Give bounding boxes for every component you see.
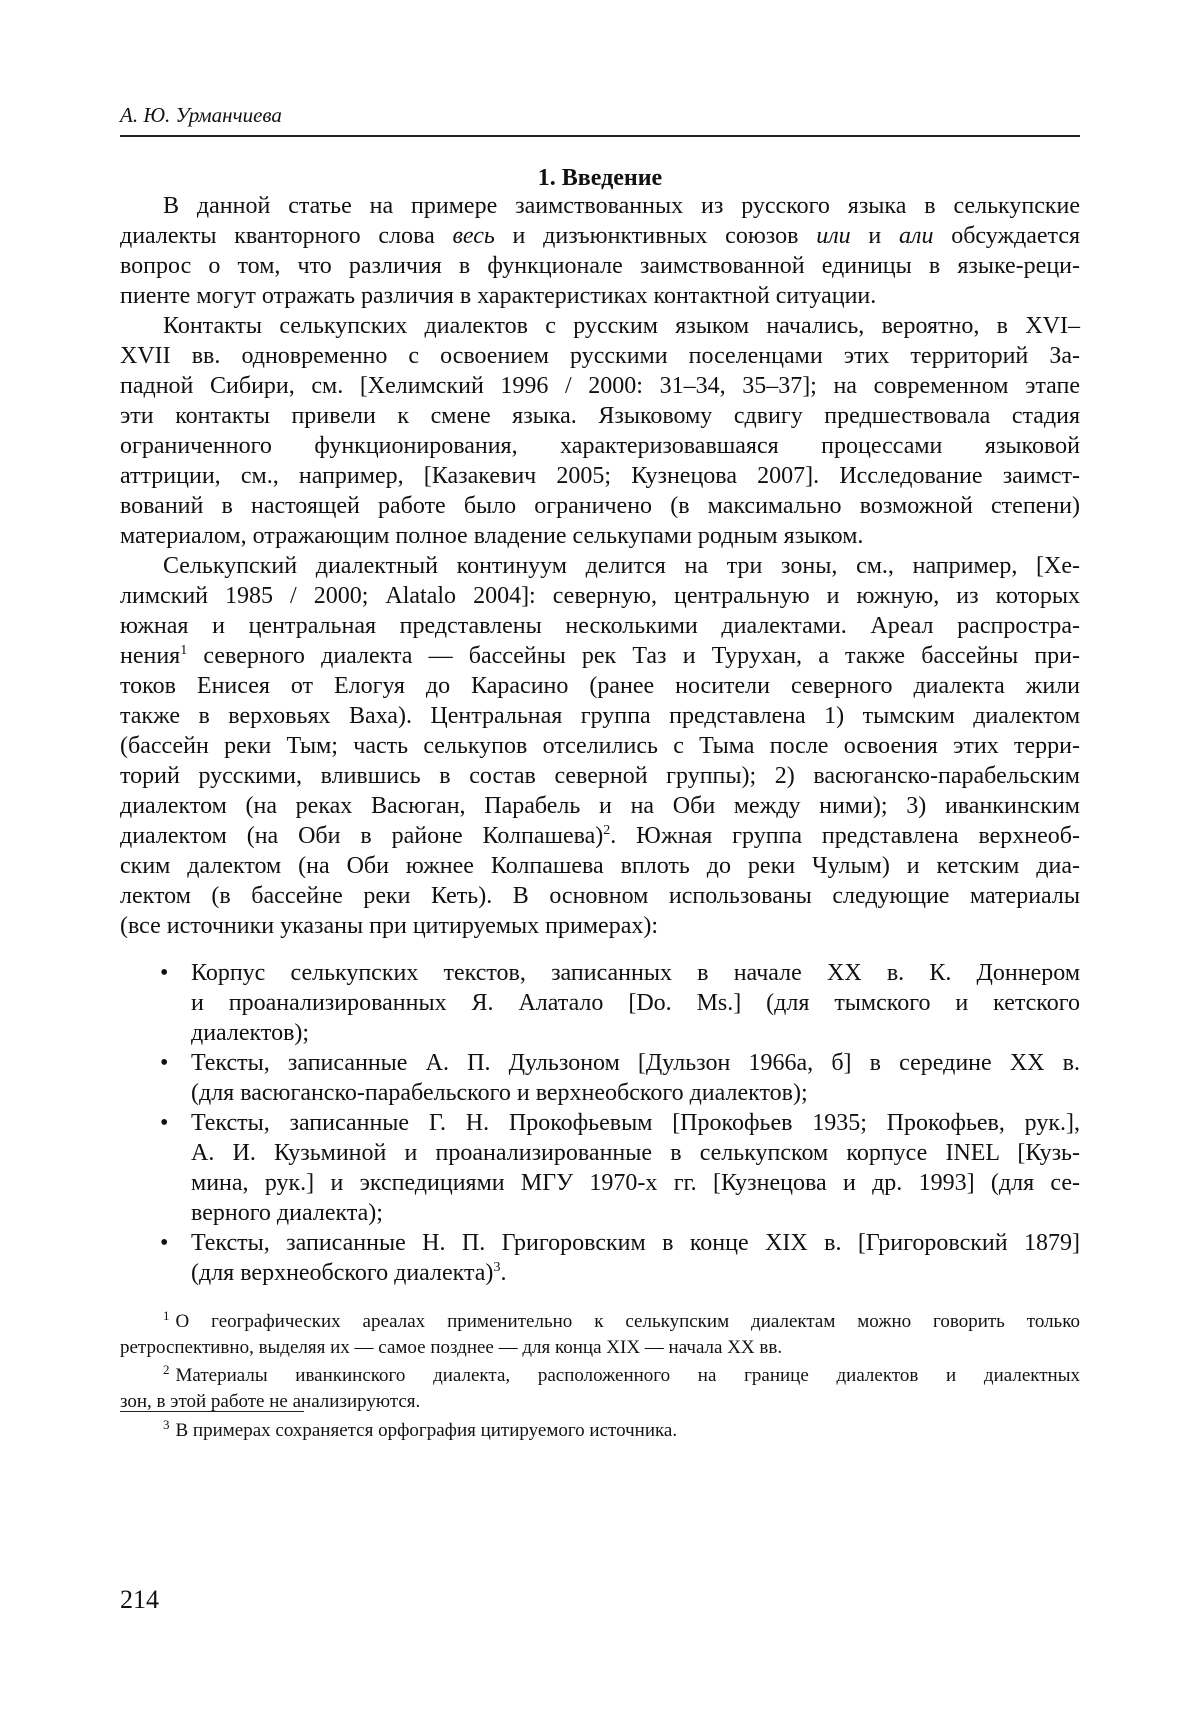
list-item-line: Тексты, записанные Н. П. Григоровским в конце XIX в. [Григоровский 1879] bbox=[191, 1230, 1080, 1256]
italic-term: весь bbox=[452, 223, 495, 249]
text-line: (бассейн реки Тым; часть селькупов отселились с Тыма после освоения этих терри- bbox=[120, 733, 1080, 759]
running-head-author: А. Ю. Урманчиева bbox=[120, 103, 282, 127]
list-item-line: Тексты, записанные Г. Н. Прокофьевым [Прокофьев 1935; Прокофьев, рук.], bbox=[191, 1110, 1080, 1136]
list-item-line: Корпус селькупских текстов, записанных в начале XX в. К. Доннером bbox=[191, 960, 1080, 986]
list-item-line: А. И. Кузьминой и проанализированные в селькупском корпусе INEL [Кузь- bbox=[191, 1140, 1080, 1166]
text-line: XVII вв. одновременно с освоением русскими поселенцами этих территорий За- bbox=[120, 343, 1080, 369]
text-line: токов Енисея от Елогуя до Карасино (ранее носители северного диалекта жили bbox=[120, 673, 1080, 699]
bullet-icon: • bbox=[160, 1050, 169, 1076]
text-line: падной Сибири, см. [Хелимский 1996 / 2000: 31–34, 35–37]; на современном этапе bbox=[120, 373, 1080, 399]
italic-term: али bbox=[899, 223, 934, 249]
text-line: эти контакты привели к смене языка. Языковому сдвигу предшествовала стадия bbox=[120, 403, 1080, 429]
text-line: (все источники указаны при цитируемых примерах): bbox=[120, 913, 659, 939]
footnote-number: 1 bbox=[163, 1307, 170, 1323]
text-line: лимский 1985 / 2000; Alatalo 2004]: северную, центральную и южную, из которых bbox=[120, 583, 1080, 609]
footnote-line: ретроспективно, выделяя их — самое позднее — для конца XIX — начала XX вв. bbox=[120, 1337, 783, 1358]
footnote-line: $^1$ О географических ареалах применительно к селькупским диалектам можно говорить только bbox=[163, 1307, 1080, 1332]
text-line: нения$^1$ северного диалекта — бассейны рек Таз и Турухан, а также бассейны при- bbox=[120, 643, 1080, 669]
footnote-number: 2 bbox=[163, 1361, 170, 1377]
text-line: южная и центральная представлены несколькими диалектами. Ареал распростра- bbox=[120, 613, 1080, 639]
footnote-ref: 1 bbox=[180, 643, 188, 658]
text-line: торий русскими, влившись в состав северной группы); 2) васюганско-парабельским bbox=[120, 763, 1080, 789]
bullet-icon: • bbox=[160, 960, 169, 986]
text-line: вопрос о том, что различия в функционале заимствованной единицы в языке-реци- bbox=[120, 253, 1080, 279]
italic-term: или bbox=[816, 223, 851, 249]
list-item-line: мина, рук.] и экспедициями МГУ 1970-х гг. [Кузнецова и др. 1993] (для се- bbox=[191, 1170, 1080, 1196]
text-line: диалектом (на реках Васюган, Парабель и на Оби между ними); 3) иванкинским bbox=[120, 793, 1080, 819]
text-line: ограниченного функционирования, характеризовавшаяся процессами языковой bbox=[120, 433, 1080, 459]
footnote-line: $^2$ Материалы иванкинского диалекта, расположенного на границе диалектов и диалектных bbox=[163, 1361, 1080, 1386]
page-number: 214 bbox=[120, 1585, 159, 1614]
text-line: Контакты селькупских диалектов с русским языком начались, вероятно, в XVI– bbox=[163, 313, 1080, 339]
bullet-icon: • bbox=[160, 1110, 169, 1136]
list-item-line: (для васюганско-парабельского и верхнеобского диалектов); bbox=[191, 1080, 808, 1106]
text-line: вований в настоящей работе было ограничено (в максимально возможной степени) bbox=[120, 493, 1080, 519]
list-item-line: верного диалекта); bbox=[191, 1200, 383, 1226]
text-line: аттриции, см., например, [Казакевич 2005; Кузнецова 2007]. Исследование заимст- bbox=[120, 463, 1080, 489]
footnote-line: $^3$ В примерах сохраняется орфография цитируемого источника. bbox=[163, 1416, 678, 1441]
text-line: диалекты кванторного слова весь и дизъюнктивных союзов или и али обсуждается bbox=[120, 223, 1081, 249]
header-rule bbox=[120, 135, 1080, 137]
text-line: также в верховьях Ваха). Центральная группа представлена 1) тымским диалектом bbox=[120, 703, 1080, 729]
footnote-ref: 2 bbox=[603, 823, 611, 838]
text-line: ским далектом (на Оби южнее Колпашева вплоть до реки Чулым) и кетским диа- bbox=[120, 853, 1080, 879]
section-title: 1. Введение bbox=[537, 165, 663, 191]
list-item-line: диалектов); bbox=[191, 1020, 310, 1046]
text-line: диалектом (на Оби в районе Колпашева)$^2$. Южная группа представлена верхнеоб- bbox=[120, 823, 1080, 849]
footnote-ref: 3 bbox=[493, 1260, 501, 1275]
text-line: В данной статье на примере заимствованных из русского языка в селькупские bbox=[163, 193, 1080, 219]
text-line: материалом, отражающим полное владение селькупами родным языком. bbox=[120, 523, 864, 549]
text-line: пиенте могут отражать различия в характеристиках контактной ситуации. bbox=[120, 283, 877, 309]
bullet-icon: • bbox=[160, 1230, 169, 1256]
list-item-line: (для верхнеобского диалекта)$^3$. bbox=[191, 1260, 507, 1286]
text-line: лектом (в бассейне реки Кеть). В основном использованы следующие материалы bbox=[120, 883, 1080, 909]
text-line: Селькупский диалектный континуум делится на три зоны, см., например, [Хе- bbox=[163, 553, 1080, 579]
footnote-number: 3 bbox=[163, 1416, 170, 1432]
footnote-line: зон, в этой работе не анализируются. bbox=[120, 1391, 421, 1412]
list-item-line: и проанализированных Я. Алатало [Do. Ms.] (для тымского и кетского bbox=[191, 990, 1080, 1016]
list-item-line: Тексты, записанные А. П. Дульзоном [Дульзон 1966а, б] в середине XX в. bbox=[191, 1050, 1080, 1076]
